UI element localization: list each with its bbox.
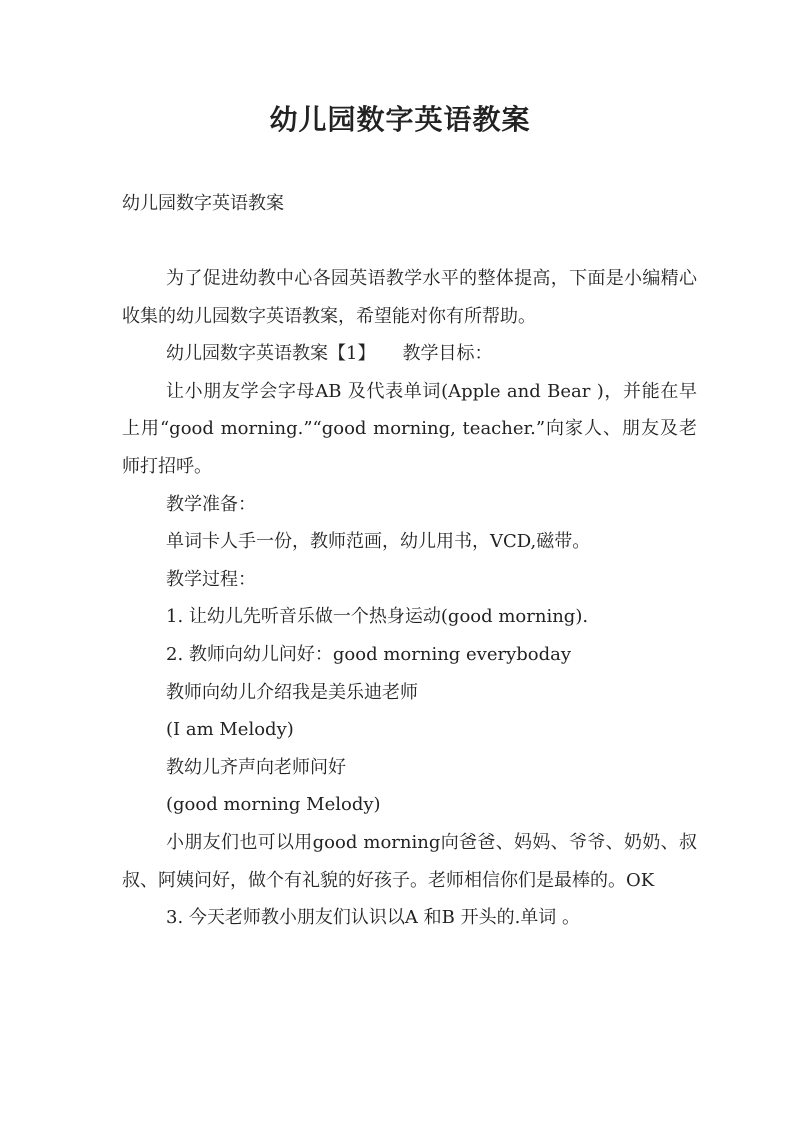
process-line: 教幼儿齐声向老师问好 [166,756,346,778]
process-step-2: 2. 教师向幼儿问好：good morning everyboday [166,643,572,665]
document-subtitle: 幼儿园数字英语教案 [122,193,284,214]
document-title: 幼儿园数字英语教案 [269,103,531,136]
lesson-heading: 幼儿园数字英语教案【1】 教学目标： [166,343,493,365]
preparation-heading: 教学准备： [166,493,256,515]
process-line: (I am Melody) [166,719,294,741]
process-paragraph: 小朋友们也可以用good morning向爸爸、妈妈、爷爷、奶奶、叔叔、阿姨问好，做个有礼貌的好孩子。老师相信你们是最棒的。OK [122,831,697,891]
objective-paragraph: 让小朋友学会字母AB 及代表单词(Apple and Bear )，并能在早上用“good morning.”“good morning, teacher.”向家人、朋友及老师打招呼。 [122,380,697,477]
document-body [122,260,697,937]
process-line: (good morning Melody) [166,794,381,816]
preparation-paragraph: 单词卡人手一份，教师范画，幼儿用书，VCD,磁带。 [166,531,591,553]
intro-paragraph: 为了促进幼教中心各园英语教学水平的整体提高，下面是小编精心收集的幼儿园数字英语教案，希望能对你有所帮助。 [122,268,697,327]
process-step-1: 1. 让幼儿先听音乐做一个热身运动(good morning). [166,606,589,628]
process-step-3: 3. 今天老师教小朋友们认识以A 和B 开头的.单词 。 [166,907,581,929]
process-heading: 教学过程： [166,568,256,590]
process-line: 教师向幼儿介绍我是美乐迪老师 [166,681,418,703]
